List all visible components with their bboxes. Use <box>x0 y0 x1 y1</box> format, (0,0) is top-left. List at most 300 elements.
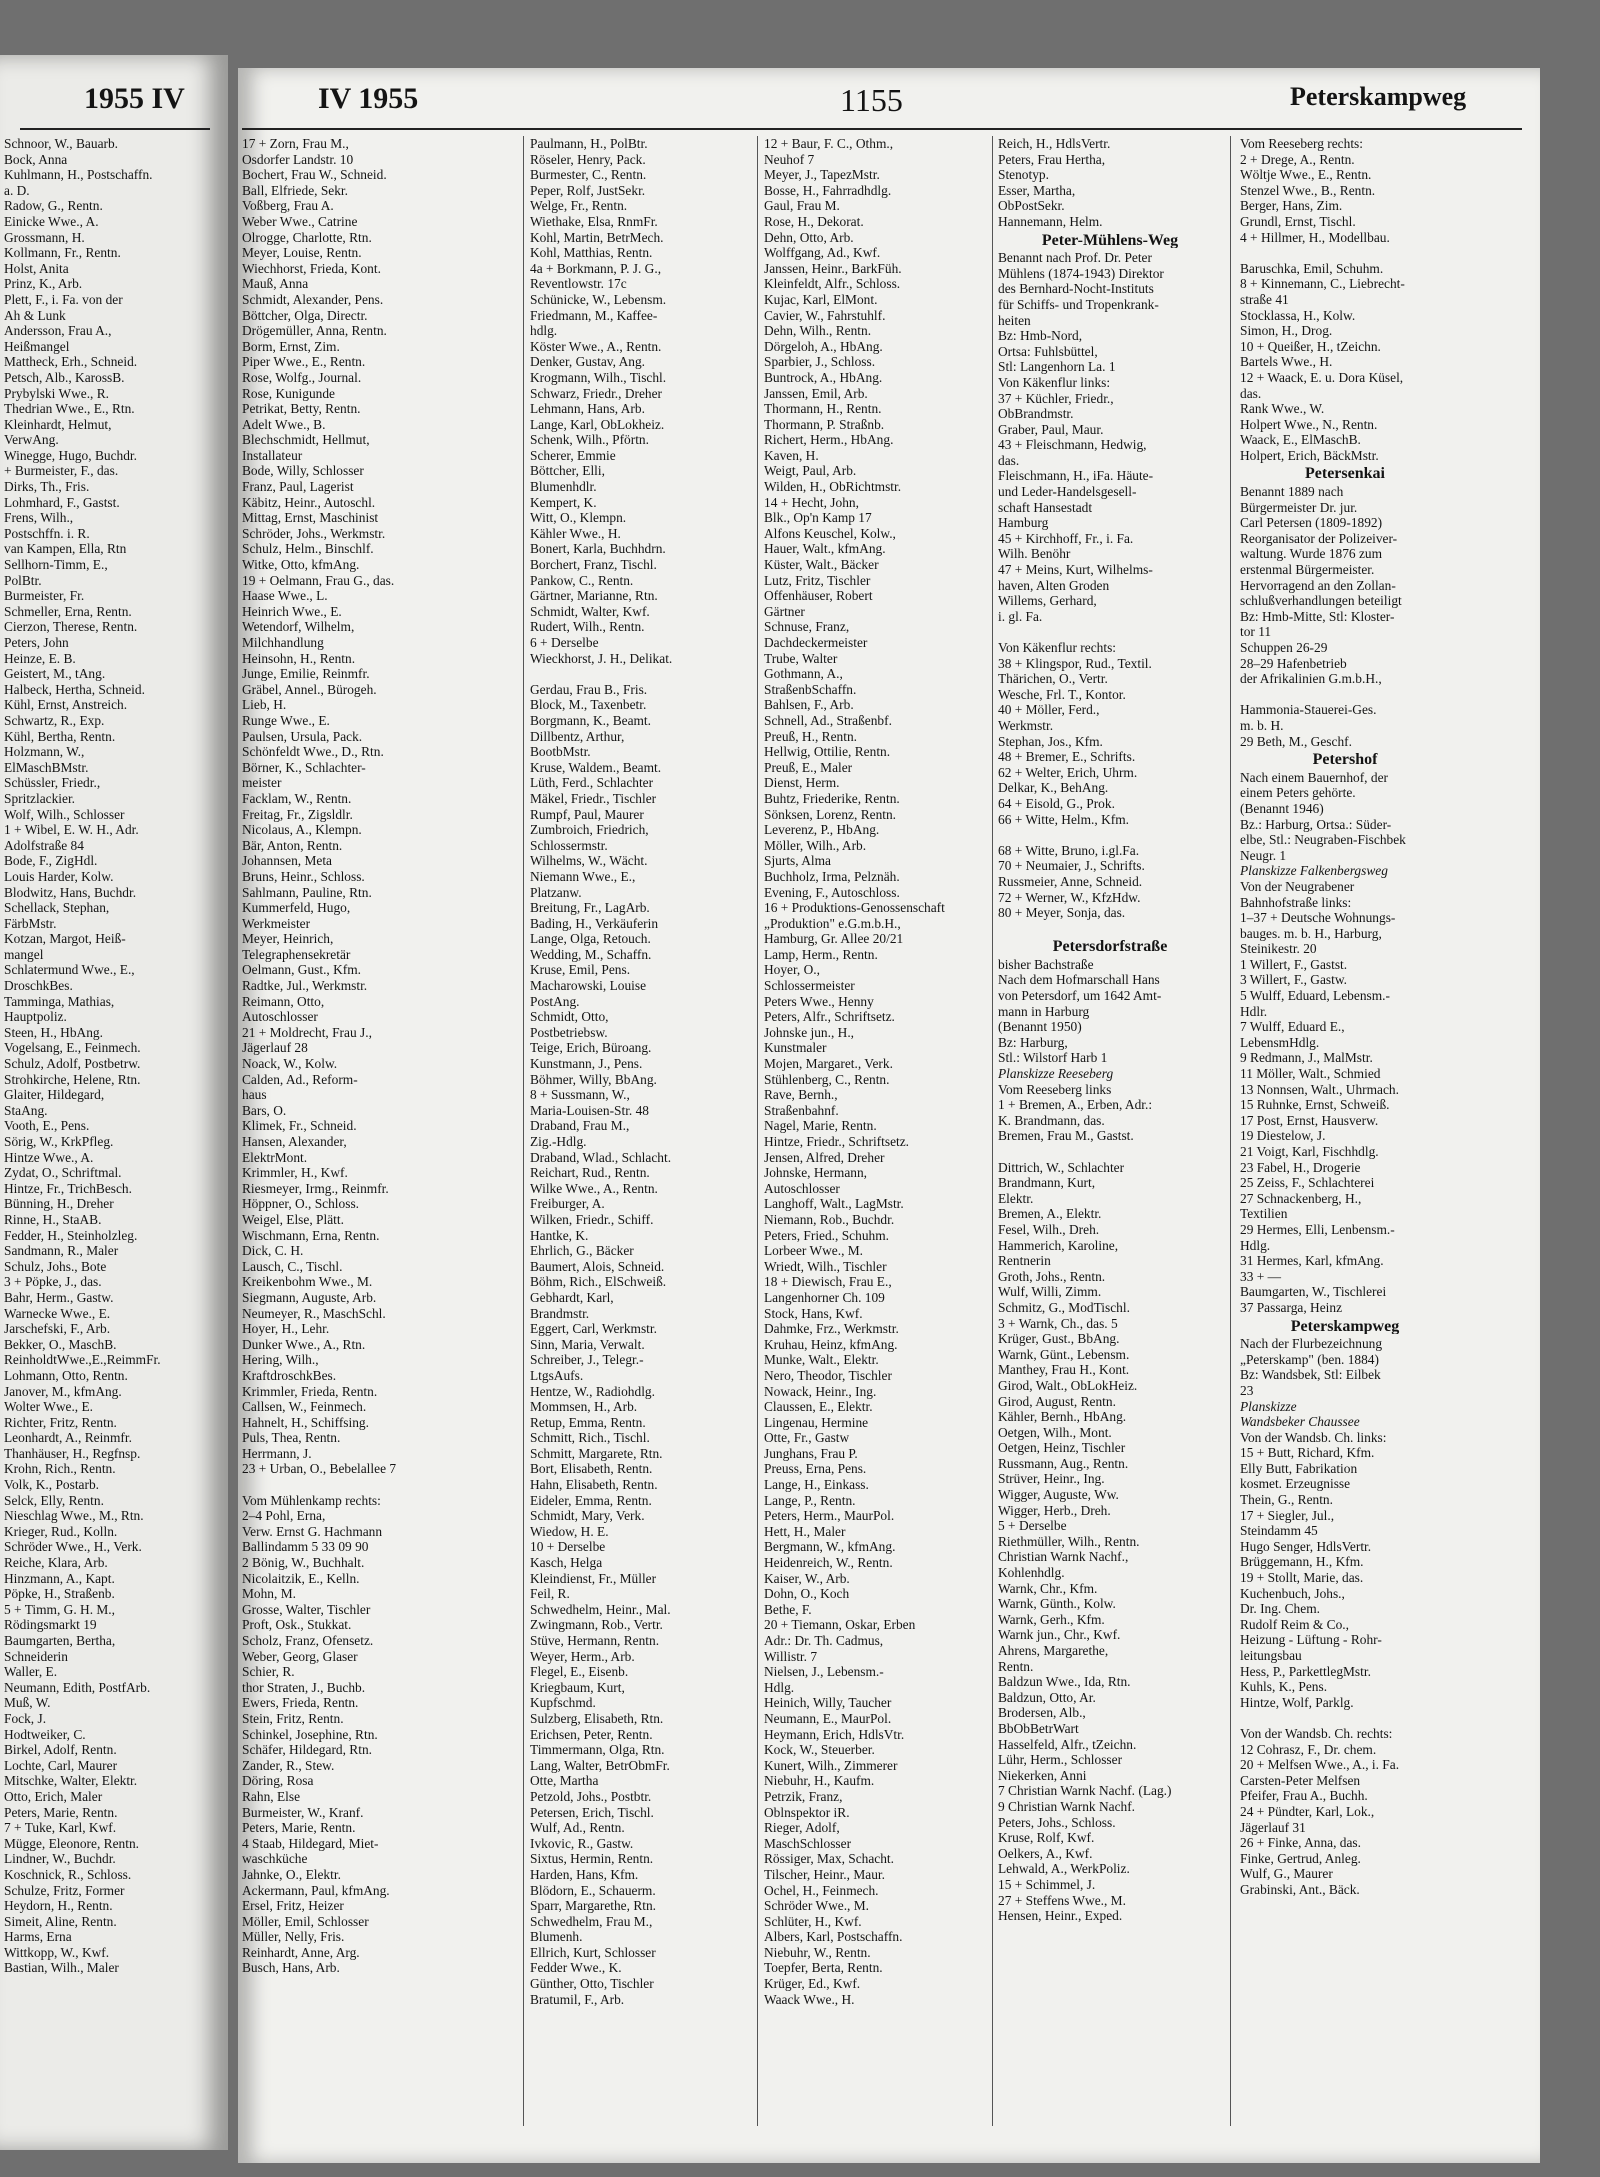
directory-entry: Schulz, Johs., Bote <box>4 1258 107 1274</box>
directory-entry: Dittrich, W., Schlachter <box>998 1159 1125 1175</box>
directory-entry: Richert, Herm., HbAng. <box>764 432 894 448</box>
directory-entry: Krimmler, H., Kwf. <box>242 1165 348 1181</box>
directory-entry: Neumann, Edith, PostfArb. <box>4 1679 151 1695</box>
directory-entry: Heißmangel <box>4 338 70 354</box>
directory-entry: 15 + Butt, Richard, Kfm. <box>1240 1445 1375 1461</box>
directory-entry: 19 + Oelmann, Frau G., das. <box>242 572 395 588</box>
directory-entry: Telegraphensekretär <box>242 946 351 962</box>
directory-entry: Bochert, Frau W., Schneid. <box>242 167 387 183</box>
directory-entry: 18 + Diewisch, Frau E., <box>764 1274 892 1290</box>
directory-entry: Kasch, Helga <box>530 1555 603 1571</box>
directory-entry: 3 + Warnk, Ch., das. 5 <box>998 1315 1118 1331</box>
directory-entry: Neumann, E., MaurPol. <box>764 1710 892 1726</box>
directory-entry: Wöltje Wwe., E., Rentn. <box>1240 167 1372 183</box>
directory-entry: haus <box>242 1087 267 1103</box>
directory-entry: Steen, H., HbAng. <box>4 1024 103 1040</box>
directory-entry: Sönksen, Lorenz, Rentn. <box>764 806 897 822</box>
directory-entry: Denker, Gustav, Ang. <box>530 354 645 370</box>
directory-entry: Spritzlackier. <box>4 790 76 806</box>
directory-entry: Mäkel, Friedr., Tischler <box>530 790 657 806</box>
directory-entry: Ahrens, Margarethe, <box>998 1643 1109 1658</box>
directory-entry: Dehn, Wilh., Rentn. <box>764 323 872 339</box>
directory-entry: Witt, O., Klempn. <box>530 510 627 526</box>
directory-entry: Schulze, Fritz, Former <box>4 1882 125 1898</box>
directory-entry: einem Peters gehörte. <box>1240 785 1356 801</box>
directory-entry: BbObBetrWart <box>998 1720 1079 1736</box>
directory-entry: Bode, F., ZigHdl. <box>4 853 98 869</box>
directory-entry: Hamburg, Gr. Allee 20/21 <box>764 931 904 947</box>
street-heading: Petersenkai <box>1305 466 1385 483</box>
directory-entry: Rentnerin <box>998 1253 1051 1269</box>
directory-entry: Baumert, Alois, Schneid. <box>530 1258 665 1274</box>
directory-entry: Röseler, Henry, Pack. <box>530 151 646 167</box>
directory-entry: Kupfschmd. <box>530 1695 596 1711</box>
directory-entry: Schulz, Helm., Binschlf. <box>242 541 374 557</box>
right-header-rule <box>242 128 1522 130</box>
directory-entry: Niebuhr, H., Kaufm. <box>764 1773 875 1789</box>
directory-entry: Baldzun, Otto, Ar. <box>998 1689 1096 1705</box>
directory-entry: Elektr. <box>998 1190 1034 1206</box>
directory-entry: Johnske jun., H., <box>764 1024 855 1040</box>
directory-entry: 5 Wulff, Eduard, Lebensm.- <box>1240 988 1390 1004</box>
directory-entry: Niebuhr, W., Rentn. <box>764 1944 871 1960</box>
directory-entry: 23 <box>1240 1382 1254 1398</box>
directory-entry: Osdorfer Landstr. 10 <box>242 151 354 167</box>
directory-entry: Schmidt, Mary, Verk. <box>530 1508 645 1524</box>
directory-entry: m. b. H. <box>1240 717 1284 733</box>
directory-entry: Bruns, Heinr., Schloss. <box>242 868 365 884</box>
column-rule <box>1230 136 1231 2126</box>
directory-entry: Lamp, Herm., Rentn. <box>764 946 878 962</box>
directory-entry: Wigger, Auguste, Ww. <box>998 1487 1119 1503</box>
directory-entry: Bahnhofstraße links: <box>1240 894 1352 910</box>
directory-entry: Verw. Ernst G. Hachmann <box>242 1523 383 1539</box>
directory-entry: Dohn, O., Koch <box>764 1586 850 1602</box>
directory-entry: Jägerlauf 28 <box>242 1040 308 1056</box>
directory-entry: Heinsohn, H., Rentn. <box>242 650 356 666</box>
directory-entry: 12 + Waack, E. u. Dora Küsel, <box>1240 369 1404 385</box>
directory-entry: Nicolaus, A., Klempn. <box>242 822 362 838</box>
directory-entry: Rentn. <box>998 1658 1034 1674</box>
directory-entry: Sellhorn-Timm, E., <box>4 557 108 573</box>
directory-entry: Birkel, Adolf, Rentn. <box>4 1742 117 1758</box>
directory-entry: Sulzberg, Elisabeth, Rtn. <box>530 1710 664 1726</box>
directory-entry: Kähler, Bernh., HbAng. <box>998 1409 1127 1425</box>
directory-entry: Wetendorf, Wilhelm, <box>242 619 355 635</box>
directory-entry: Postbetriebsw. <box>530 1024 608 1040</box>
directory-entry: 17 Post, Ernst, Hausverw. <box>1240 1112 1379 1128</box>
directory-entry: Ehrlich, G., Bäcker <box>530 1243 634 1259</box>
directory-entry: Burmester, C., Rentn. <box>530 167 647 183</box>
directory-entry: 28–29 Hafenbetrieb <box>1240 655 1347 671</box>
directory-entry: Lehmann, Hans, Arb. <box>530 401 645 417</box>
directory-entry: Bär, Anton, Rentn. <box>242 837 343 853</box>
directory-entry: Baldzun Wwe., Ida, Rtn. <box>998 1674 1131 1690</box>
directory-entry: Schlatermund Wwe., E., <box>4 962 135 978</box>
directory-entry: Nielsen, J., Lebensm.- <box>764 1664 884 1680</box>
directory-entry: Lutz, Fritz, Tischler <box>764 572 871 588</box>
directory-entry: Käbitz, Heinr., Autoschl. <box>242 494 376 510</box>
directory-entry: Hoyer, H., Lehr. <box>242 1321 330 1337</box>
directory-entry: Witke, Otto, kfmAng. <box>242 557 360 573</box>
directory-entry: Otte, Fr., Gastw <box>764 1430 850 1446</box>
directory-entry: Waack, E., ElMaschB. <box>1240 432 1361 448</box>
directory-entry: Evening, F., Autoschloss. <box>764 884 900 900</box>
directory-entry: Oetgen, Wilh., Mont. <box>998 1424 1112 1440</box>
directory-entry: Franz, Paul, Lagerist <box>242 479 354 495</box>
directory-entry: 17 + Siegler, Jul., <box>1240 1507 1335 1523</box>
column-rule <box>523 136 524 2126</box>
directory-entry: Blödorn, E., Schauerm. <box>530 1882 656 1898</box>
directory-entry: Lindner, W., Buchdr. <box>4 1851 116 1867</box>
directory-entry: Burmeister, Fr. <box>4 588 85 604</box>
directory-entry: 16 + Produktions-Genossenschaft <box>764 900 945 916</box>
directory-entry: Schnuse, Franz, <box>764 619 850 635</box>
directory-entry: Kuchenbuch, Johs., <box>1240 1585 1345 1601</box>
directory-entry: Weyer, Herm., Arb. <box>530 1648 635 1664</box>
directory-entry: Cierzon, Therese, Rentn. <box>4 619 138 635</box>
directory-entry: 31 Hermes, Karl, kfmAng. <box>1240 1253 1384 1269</box>
directory-entry <box>1240 1710 1450 1726</box>
directory-entry: Bars, O. <box>242 1102 287 1118</box>
directory-entry: Ersel, Fritz, Heizer <box>242 1898 344 1914</box>
directory-entry: Andersson, Frau A., <box>4 323 112 339</box>
directory-entry: Schüssler, Friedr., <box>4 775 101 791</box>
directory-entry: Scherer, Emmie <box>530 447 616 463</box>
directory-entry: Benannt 1889 nach <box>1240 484 1344 500</box>
directory-entry: DroschkBes. <box>4 978 73 994</box>
directory-entry: Grossmann, H. <box>4 229 85 245</box>
directory-entry: Schneiderin <box>4 1648 68 1664</box>
directory-entry: Bock, Anna <box>4 151 68 167</box>
directory-entry: Fedder, H., Steinholzleg. <box>4 1227 138 1243</box>
directory-entry: Piper Wwe., E., Rentn. <box>242 354 366 370</box>
directory-entry: Sjurts, Alma <box>764 853 831 869</box>
directory-entry: i. gl. Fa. <box>998 608 1043 624</box>
directory-entry: Rank Wwe., W. <box>1240 401 1325 417</box>
directory-entry: 19 Diestelow, J. <box>1240 1128 1326 1144</box>
directory-entry: Waack Wwe., H. <box>764 1991 855 2007</box>
directory-entry: Riethmüller, Wilh., Rentn. <box>998 1533 1140 1549</box>
directory-entry: Volk, K., Postarb. <box>4 1477 99 1493</box>
directory-entry: Küster, Walt., Bäcker <box>764 557 879 573</box>
directory-entry: Frens, Wilh., <box>4 510 74 526</box>
directory-entry: Proft, Osk., Stukkat. <box>242 1617 352 1633</box>
directory-entry: Zydat, O., Schriftmal. <box>4 1165 122 1181</box>
street-heading: Peterskampweg <box>1290 1318 1400 1335</box>
directory-entry: Lange, P., Rentn. <box>764 1492 856 1508</box>
directory-entry: Wedding, M., Schaffn. <box>530 946 652 962</box>
directory-entry: Gothmann, A., <box>764 666 843 682</box>
directory-entry: Wilden, H., ObRichtmstr. <box>764 479 902 495</box>
directory-entry: 12 + Baur, F. C., Othm., <box>764 136 894 151</box>
directory-entry: Albers, Karl, Postschaffn. <box>764 1929 903 1945</box>
directory-entry: Wriedt, Wilh., Tischler <box>764 1258 887 1274</box>
directory-entry: Baumgarten, W., Tischlerei <box>1240 1284 1387 1300</box>
directory-entry: Dirks, Th., Fris. <box>4 479 90 495</box>
directory-entry: Hentze, W., Radiohdlg. <box>530 1383 655 1399</box>
directory-entry: Hintze, Wolf, Parklg. <box>1240 1694 1354 1710</box>
directory-entry: Trube, Walter <box>764 650 838 666</box>
directory-entry: Jägerlauf 31 <box>1240 1819 1306 1835</box>
directory-entry: Peters, Fried., Schuhm. <box>764 1227 889 1243</box>
directory-entry: des Bernhard-Nocht-Instituts <box>998 281 1154 297</box>
directory-entry: Kohlenhdlg. <box>998 1565 1065 1581</box>
column-1 <box>242 136 517 1976</box>
directory-entry: Autoschlosser <box>242 1009 318 1025</box>
directory-entry: Herrmann, J. <box>242 1445 312 1461</box>
directory-entry: Strüver, Heinr., Ing. <box>998 1471 1105 1487</box>
directory-entry: Schellack, Stephan, <box>4 900 110 916</box>
directory-entry <box>998 624 1222 640</box>
directory-entry: Nagel, Marie, Rentn. <box>764 1118 877 1134</box>
directory-entry: Schmidt, Walter, Kwf. <box>530 603 650 619</box>
directory-entry: Rose, Kunigunde <box>242 385 335 401</box>
directory-entry: Niekerken, Anni <box>998 1767 1087 1783</box>
directory-entry: 11 Möller, Walt., Schmied <box>1240 1066 1381 1082</box>
directory-entry: Kreikenbohm Wwe., M. <box>242 1274 373 1290</box>
directory-entry: Heinze, E. B. <box>4 650 76 666</box>
directory-entry: 9 Redmann, J., MalMstr. <box>1240 1050 1373 1066</box>
directory-entry: 6 + Derselbe <box>530 635 599 650</box>
directory-entry: Pfeifer, Frau A., Buchh. <box>1240 1788 1368 1804</box>
directory-entry: 4 + Hillmer, H., Modellbau. <box>1240 229 1390 245</box>
directory-entry: Mittag, Ernst, Maschinist <box>242 510 379 526</box>
directory-entry: Dachdeckermeister <box>764 635 868 650</box>
directory-entry: 37 + Küchler, Friedr., <box>998 390 1114 406</box>
directory-entry: Jahnke, O., Elektr. <box>242 1866 341 1882</box>
directory-entry: Bz: Hmb-Mitte, Stl: Kloster- <box>1240 608 1395 624</box>
directory-entry: Jarschefski, F., Arb. <box>4 1321 111 1337</box>
directory-entry: Kuhls, K., Pens. <box>1240 1679 1328 1695</box>
directory-entry: FärbMstr. <box>4 915 57 931</box>
directory-entry: Hamburg <box>998 515 1049 531</box>
directory-entry: mann in Harburg <box>998 1003 1090 1019</box>
directory-entry: und Leder-Handelsgesell- <box>998 484 1137 500</box>
directory-entry: 1 + Wibel, E. W. H., Adr. <box>4 822 139 838</box>
directory-entry: Schinkel, Josephine, Rtn. <box>242 1726 378 1742</box>
directory-entry: Paulmann, H., PolBtr. <box>530 136 648 151</box>
directory-entry: Krimmler, Frieda, Rentn. <box>242 1383 378 1399</box>
directory-entry: Wilhelms, W., Wächt. <box>530 853 648 869</box>
directory-entry: Draband, Wlad., Schlacht. <box>530 1149 672 1165</box>
directory-entry: Leverenz, P., HbAng. <box>764 822 880 838</box>
directory-entry: Bremen, A., Elektr. <box>998 1206 1102 1222</box>
directory-entry: MaschSchlosser <box>764 1835 852 1851</box>
directory-entry: Meyer, J., TapezMstr. <box>764 167 880 183</box>
directory-entry: Von der Wandsb. Ch. links: <box>1240 1429 1387 1445</box>
directory-entry: Vom Mühlenkamp rechts: <box>242 1492 381 1508</box>
directory-entry: Langhoff, Walt., LagMstr. <box>764 1196 904 1212</box>
directory-entry: Heydorn, H., Rentn. <box>4 1898 113 1914</box>
directory-entry: Hoyer, O., <box>764 962 820 978</box>
directory-entry: Bekker, O., MaschB. <box>4 1336 117 1352</box>
directory-entry: Bartels Wwe., H. <box>1240 354 1333 370</box>
directory-entry: Peters, Marie, Rentn. <box>4 1804 118 1820</box>
directory-entry: für Schiffs- und Tropenkrank- <box>998 296 1159 312</box>
directory-entry: (Benannt 1950) <box>998 1019 1082 1035</box>
directory-entry: Petrikat, Betty, Rentn. <box>242 401 361 417</box>
directory-entry: Stenzel Wwe., B., Rentn. <box>1240 182 1376 198</box>
directory-entry: 25 Zeiss, F., Schlachterei <box>1240 1175 1375 1191</box>
directory-entry: Planskizze Falkenbergsweg <box>1240 863 1388 879</box>
directory-entry: Von der Wandsb. Ch. rechts: <box>1240 1725 1393 1741</box>
directory-entry: Borchert, Franz, Tischl. <box>530 557 657 573</box>
directory-entry: Sparr, Margarethe, Rtn. <box>530 1898 657 1914</box>
directory-entry: Wittkopp, W., Kwf. <box>4 1944 110 1960</box>
directory-entry: Haase Wwe., L. <box>242 588 328 604</box>
directory-entry: Bastian, Wilh., Maler <box>4 1960 119 1976</box>
directory-entry: Krieger, Rud., Kolln. <box>4 1523 118 1539</box>
directory-entry: Olrogge, Charlotte, Rtn. <box>242 229 372 245</box>
directory-entry: Simon, H., Drog. <box>1240 323 1333 339</box>
directory-entry: Ivkovic, R., Gastw. <box>530 1835 634 1851</box>
directory-entry: Wulf, Willi, Zimm. <box>998 1284 1102 1300</box>
directory-entry: Teige, Erich, Büroang. <box>530 1040 652 1056</box>
directory-entry: Sparbier, J., Schloss. <box>764 354 876 370</box>
directory-entry: Lehwald, A., WerkPoliz. <box>998 1861 1130 1877</box>
directory-entry: 72 + Werner, W., KfzHdw. <box>998 889 1141 905</box>
directory-entry: Willistr. 7 <box>764 1648 818 1664</box>
directory-entry: Carsten-Peter Melfsen <box>1240 1772 1361 1788</box>
directory-entry: 26 + Finke, Anna, das. <box>1240 1835 1361 1851</box>
directory-entry <box>1240 687 1450 703</box>
directory-entry: Grosse, Walter, Tischler <box>242 1601 371 1617</box>
directory-entry: Petrzik, Franz, <box>764 1788 843 1804</box>
directory-entry: Dillbentz, Arthur, <box>530 728 625 744</box>
directory-entry: Vogelsang, E., Feinmech. <box>4 1040 141 1056</box>
directory-entry: van Kampen, Ella, Rtn <box>4 541 127 557</box>
directory-entry: Hintze, Friedr., Schriftsetz. <box>764 1134 910 1149</box>
directory-entry: Peper, Rolf, JustSekr. <box>530 182 646 198</box>
directory-entry: Wandsbeker Chaussee <box>1240 1414 1360 1430</box>
directory-entry: Ackermann, Paul, kfmAng. <box>242 1882 390 1898</box>
directory-entry: Planskizze Reeseberg <box>998 1066 1114 1082</box>
directory-entry: Wilke Wwe., A., Rentn. <box>530 1180 658 1196</box>
directory-entry: Kleindienst, Fr., Müller <box>530 1570 657 1586</box>
directory-entry: Delkar, K., BehAng. <box>998 780 1109 796</box>
directory-entry: Sinn, Maria, Verwalt. <box>530 1336 645 1352</box>
directory-entry: Kuhlmann, H., Postschaffn. <box>4 167 153 183</box>
directory-entry: Oelkers, A., Kwf. <box>998 1845 1093 1861</box>
directory-entry: Janover, M., kfmAng. <box>4 1383 122 1399</box>
directory-entry: Reventlowstr. 17c <box>530 276 627 292</box>
directory-entry: Sörig, W., KrkPfleg. <box>4 1134 114 1149</box>
directory-entry: 19 + Stollt, Marie, das. <box>1240 1570 1364 1586</box>
directory-entry: ObPostSekr. <box>998 198 1065 214</box>
directory-entry: Rumpf, Paul, Maurer <box>530 806 644 822</box>
directory-entry: Neumeyer, R., MaschSchl. <box>242 1305 386 1321</box>
directory-entry: Johannsen, Meta <box>242 853 332 869</box>
directory-entry: Munke, Walt., Elektr. <box>764 1352 879 1368</box>
directory-entry: Pöpke, H., Straßenb. <box>4 1586 115 1602</box>
directory-entry: Maria-Louisen-Str. 48 <box>530 1102 650 1118</box>
directory-entry: Bergmann, W., kfmAng. <box>764 1539 896 1555</box>
directory-entry: Kruse, Rolf, Kwf. <box>998 1830 1095 1846</box>
directory-entry: Stenotyp. <box>998 167 1049 183</box>
directory-entry: Freiburger, A. <box>530 1196 605 1212</box>
directory-entry: 37 Passarga, Heinz <box>1240 1299 1343 1315</box>
directory-entry: Schwartz, R., Exp. <box>4 712 105 728</box>
directory-entry: Kohl, Martin, BetrMech. <box>530 229 664 245</box>
directory-entry: Offenhäuser, Robert <box>764 588 873 604</box>
directory-entry: Richter, Fritz, Rentn. <box>4 1414 117 1430</box>
directory-entry: Hellwig, Ottilie, Rentn. <box>764 744 891 760</box>
directory-entry: Zwingmann, Rob., Vertr. <box>530 1617 663 1633</box>
directory-entry: Vom Reeseberg rechts: <box>1240 136 1363 151</box>
directory-entry: Schnoor, W., Bauarb. <box>4 136 119 151</box>
directory-entry: Schäfer, Hildegard, Rtn. <box>242 1742 372 1758</box>
directory-entry: Tamminga, Mathias, <box>4 993 115 1009</box>
directory-entry: Gräbel, Annel., Bürogeh. <box>242 681 377 697</box>
column-2 <box>530 136 752 2007</box>
directory-entry: Reorganisator der Polizeiver- <box>1240 530 1398 546</box>
directory-entry: Lange, Karl, ObLokheiz. <box>530 416 665 432</box>
directory-entry: Schmidt, Alexander, Pens. <box>242 291 384 307</box>
directory-entry: Peters Wwe., Henny <box>764 993 874 1009</box>
directory-entry: Warnecke Wwe., E. <box>4 1305 111 1321</box>
directory-entry: hdlg. <box>530 323 558 339</box>
directory-entry: Blechschmidt, Hellmut, <box>242 432 370 448</box>
directory-entry: Wolf, Wilh., Schlosser <box>4 806 125 822</box>
directory-entry: 3 + Pöpke, J., das. <box>4 1274 102 1290</box>
directory-entry: Bremen, Frau M., Gastst. <box>998 1128 1134 1144</box>
street-header: Peterskampweg <box>1290 82 1467 111</box>
directory-entry: Wilh. Benöhr <box>998 546 1071 562</box>
directory-entry: Willems, Gerhard, <box>998 593 1097 609</box>
directory-entry: 15 + Schimmel, J. <box>998 1876 1096 1892</box>
directory-entry <box>242 1477 517 1493</box>
directory-entry: Hess, P., ParkettlegMstr. <box>1240 1663 1371 1679</box>
directory-entry: Heymann, Erich, HdlsVtr. <box>764 1726 905 1742</box>
directory-entry: Hannemann, Helm. <box>998 213 1103 229</box>
directory-entry: Manthey, Frau H., Kont. <box>998 1362 1130 1378</box>
directory-entry: 29 Hermes, Elli, Lenbensm.- <box>1240 1221 1395 1237</box>
directory-entry: Dienst, Herm. <box>764 775 840 791</box>
directory-entry: Hdlr. <box>1240 1003 1268 1019</box>
directory-entry: Krohn, Rich., Rentn. <box>4 1461 116 1477</box>
directory-entry: Toepfer, Berta, Rentn. <box>764 1960 883 1976</box>
directory-entry: Rödingsmarkt 19 <box>4 1617 97 1633</box>
directory-entry: Dehn, Otto, Arb. <box>764 229 854 245</box>
directory-entry: Wolter Wwe., E. <box>4 1399 94 1415</box>
directory-entry: 27 Schnackenberg, H., <box>1240 1190 1362 1206</box>
directory-entry: Hugo Senger, HdlsVertr. <box>1240 1538 1372 1554</box>
directory-entry: kosmet. Erzeugnisse <box>1240 1476 1351 1492</box>
directory-entry: Heidenreich, W., Rentn. <box>764 1555 893 1571</box>
directory-entry: Krüger, Gust., BbAng. <box>998 1331 1120 1347</box>
directory-entry: Schwedhelm, Heinr., Mal. <box>530 1601 671 1617</box>
directory-entry: Esser, Martha, <box>998 182 1076 198</box>
directory-entry: Hdlg. <box>1240 1237 1271 1253</box>
directory-entry: 2 Bönig, W., Buchhalt. <box>242 1555 365 1571</box>
directory-entry: Preuss, Erna, Pens. <box>764 1461 867 1477</box>
directory-entry: Installateur <box>242 447 303 463</box>
directory-entry: 4 Staab, Hildegard, Miet- <box>242 1835 379 1851</box>
directory-entry: Busch, Hans, Arb. <box>242 1960 340 1976</box>
directory-entry: Warnk, Gerh., Kfm. <box>998 1611 1105 1627</box>
column-3 <box>764 136 988 2007</box>
directory-entry: Russmeier, Anne, Schneid. <box>998 873 1143 889</box>
directory-entry: 13 Nonnsen, Walt., Uhrmach. <box>1240 1081 1399 1097</box>
directory-entry: Christian Warnk Nachf., <box>998 1549 1129 1565</box>
directory-entry: Petersen, Erich, Tischl. <box>530 1804 654 1820</box>
directory-entry: a. D. <box>4 182 30 198</box>
directory-entry: Hdlg. <box>764 1679 795 1695</box>
directory-entry: Prybylski Wwe., R. <box>4 385 110 401</box>
directory-entry: Schlossermstr. <box>530 837 608 853</box>
directory-entry: Döring, Rosa <box>242 1773 314 1789</box>
